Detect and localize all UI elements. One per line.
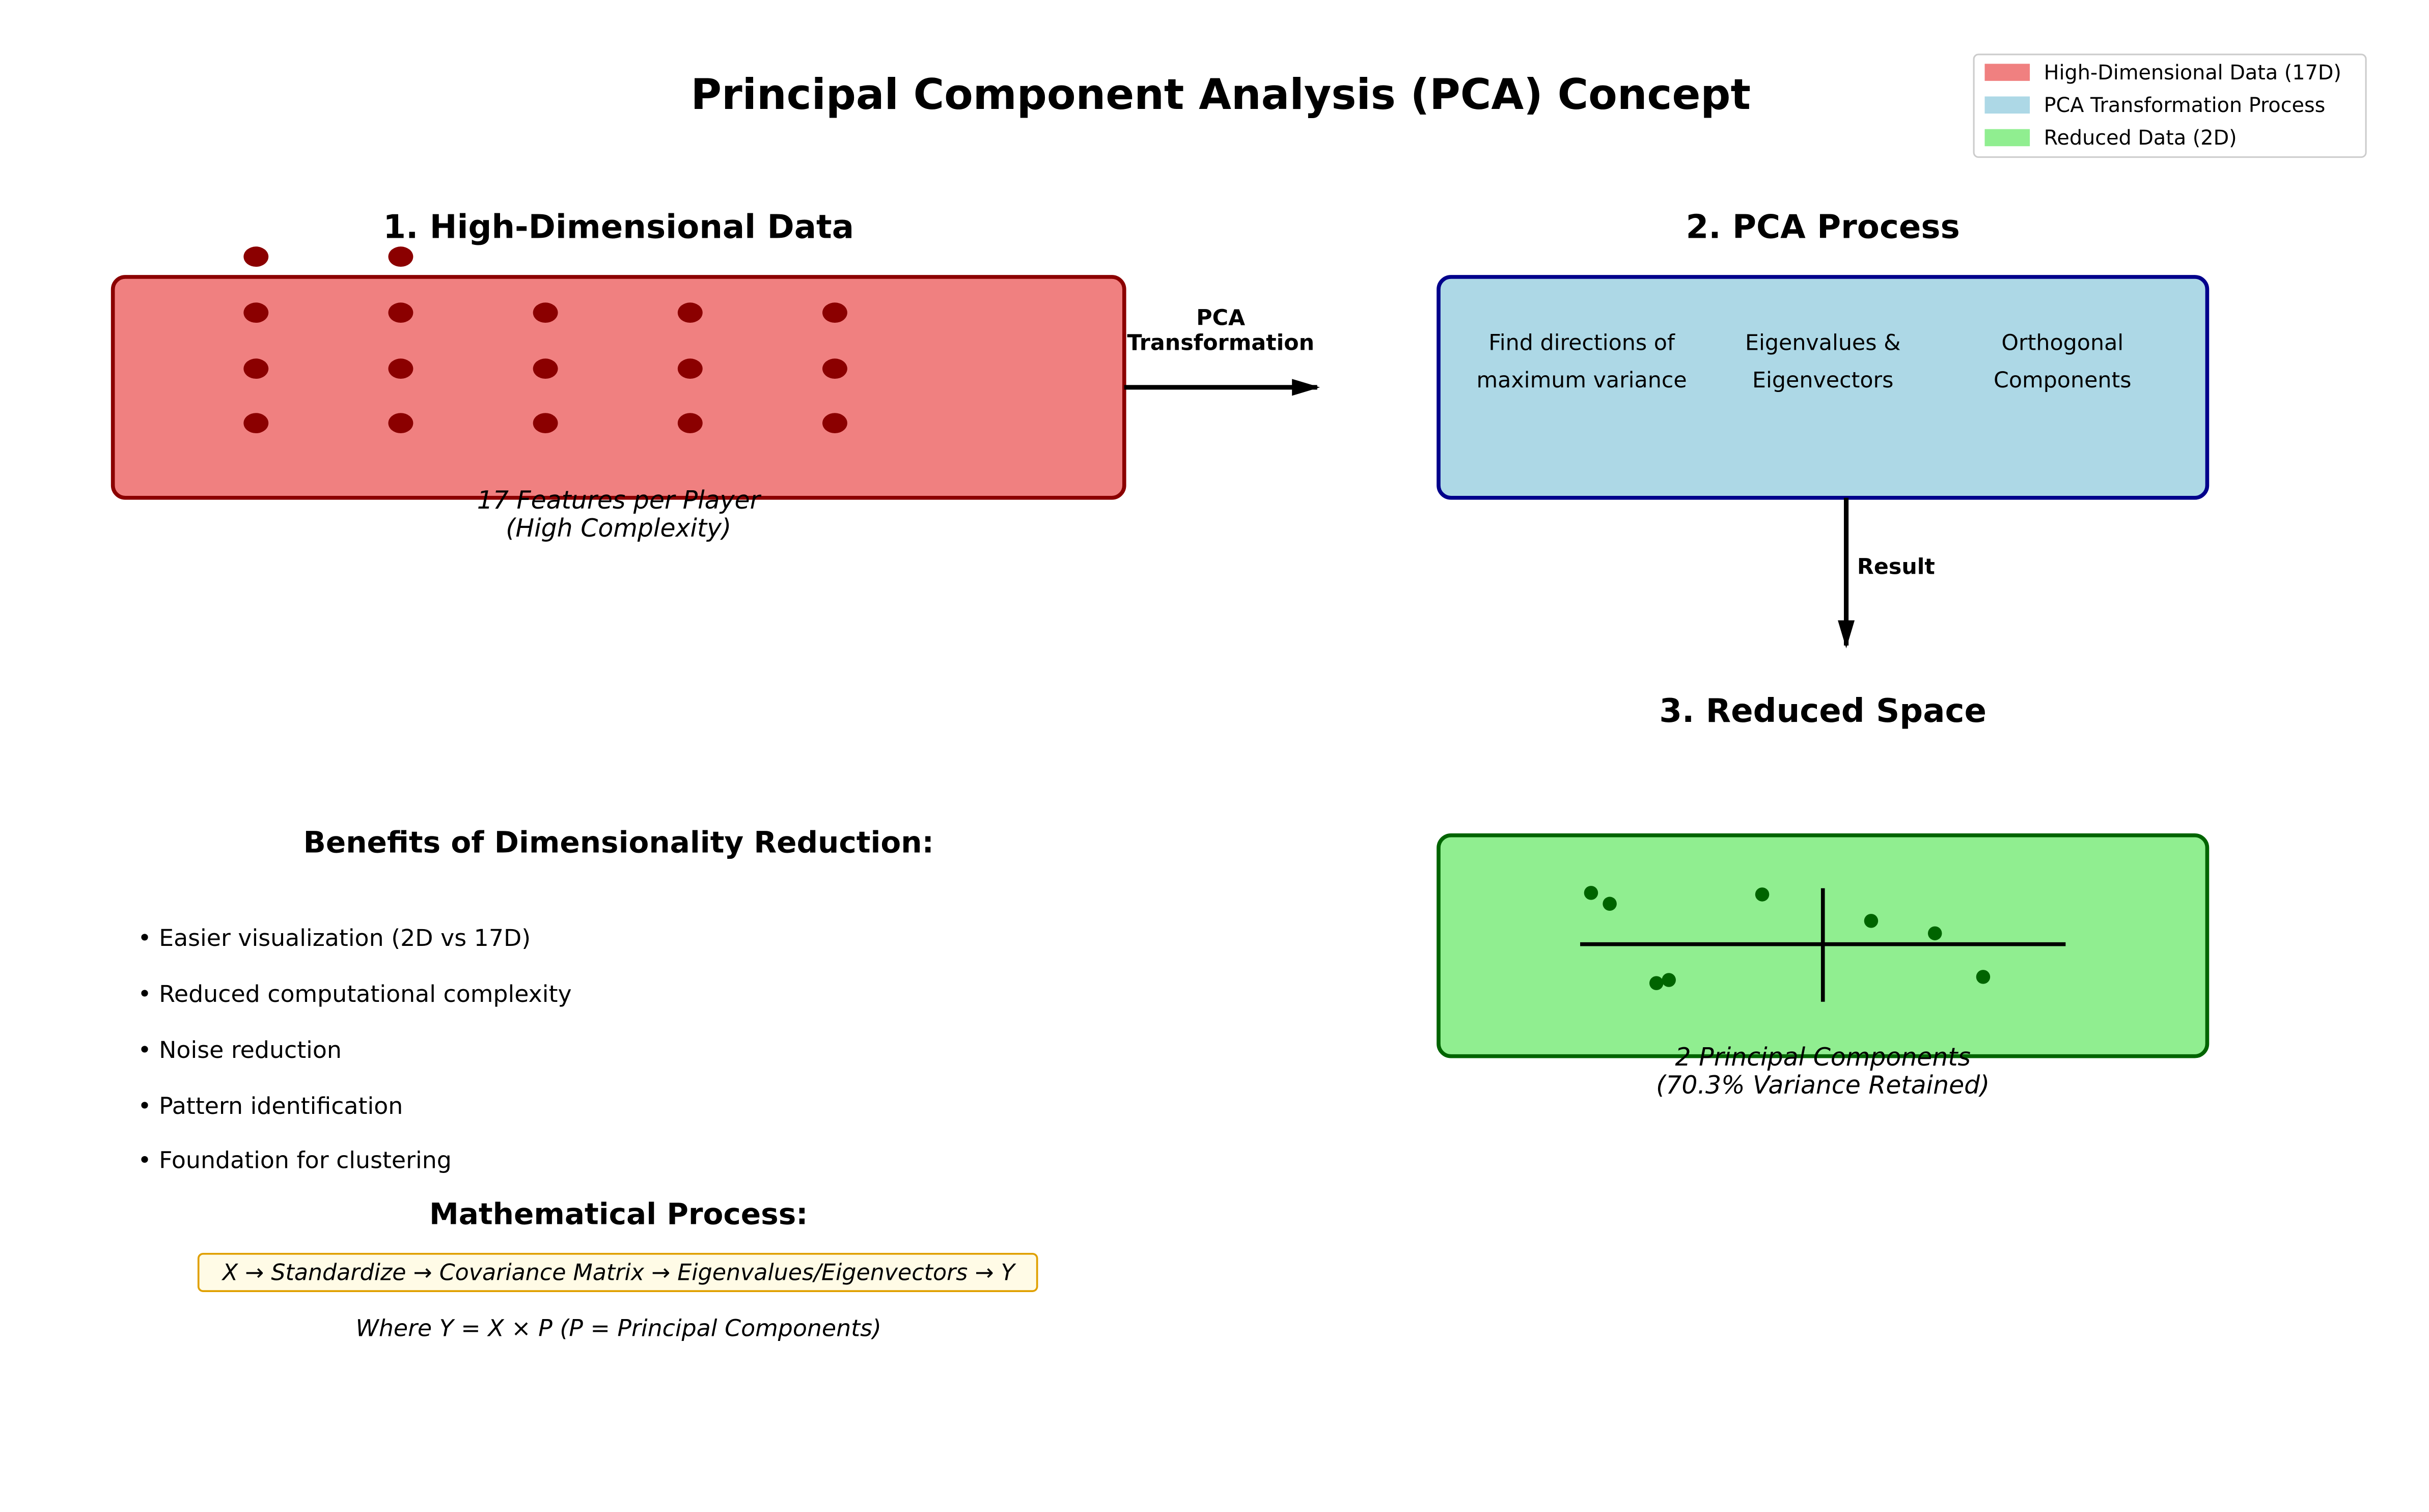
feature-dot xyxy=(678,358,703,379)
feature-dot xyxy=(822,302,847,323)
formula-note: Where Y = X × P (P = Principal Components) xyxy=(355,1314,881,1342)
benefit-item: • Pattern identification xyxy=(137,1091,403,1119)
projected-point xyxy=(1755,887,1770,902)
feature-dot xyxy=(243,413,268,433)
legend-label-pca-process: PCA Transformation Process xyxy=(2044,93,2326,117)
feature-dot xyxy=(389,413,413,433)
stage1-caption-line2: (High Complexity) xyxy=(506,514,732,543)
step-variance-line1: Find directions of xyxy=(1488,330,1675,356)
stage3-title: 3. Reduced Space xyxy=(1659,691,1987,730)
diagram-title: Principal Component Analysis (PCA) Concept xyxy=(691,70,1751,119)
feature-dot xyxy=(822,413,847,433)
feature-dot xyxy=(678,302,703,323)
step-orthogonal-line2: Components xyxy=(1993,367,2132,393)
legend-swatch-pca-process xyxy=(1985,96,2030,114)
feature-dot xyxy=(678,413,703,433)
feature-dot xyxy=(389,246,413,267)
stage3-caption-line1: 2 Principal Components xyxy=(1675,1043,1971,1072)
math-title: Mathematical Process: xyxy=(429,1196,808,1231)
stage3-caption-line2: (70.3% Variance Retained) xyxy=(1656,1071,1990,1100)
projected-point xyxy=(1976,970,1991,984)
projected-point xyxy=(1864,914,1879,928)
feature-dot xyxy=(533,413,558,433)
step-variance-line2: maximum variance xyxy=(1476,367,1687,393)
projected-point xyxy=(1584,886,1598,900)
projected-point xyxy=(1603,897,1617,911)
feature-dot xyxy=(243,246,268,267)
feature-dot xyxy=(389,358,413,379)
feature-dot xyxy=(533,358,558,379)
feature-dot xyxy=(533,302,558,323)
step-eigen-line1: Eigenvalues & xyxy=(1745,330,1901,356)
feature-dot xyxy=(822,358,847,379)
arrow2-label: Result xyxy=(1857,554,1935,580)
projected-point xyxy=(1928,927,1942,941)
legend-label-reduced: Reduced Data (2D) xyxy=(2044,126,2237,150)
stage2-title: 2. PCA Process xyxy=(1686,208,1960,246)
stage1-title: 1. High-Dimensional Data xyxy=(383,208,854,246)
arrow1-label-line1: PCA xyxy=(1196,305,1246,331)
formula-text: X → Standardize → Covariance Matrix → Eigenvalues/Eigenvectors → Y xyxy=(222,1259,1015,1286)
legend-swatch-high-dim xyxy=(1985,64,2030,81)
stage1-caption-line1: 17 Features per Player xyxy=(477,486,760,515)
feature-dot xyxy=(243,358,268,379)
feature-dot xyxy=(243,302,268,323)
benefit-item: • Foundation for clustering xyxy=(137,1146,452,1174)
feature-dot xyxy=(389,302,413,323)
benefit-item: • Easier visualization (2D vs 17D) xyxy=(137,923,531,951)
projected-point xyxy=(1662,973,1676,987)
arrow1-label-line2: Transformation xyxy=(1127,330,1315,356)
legend-swatch-reduced xyxy=(1985,129,2030,147)
benefit-item: • Noise reduction xyxy=(137,1035,342,1063)
legend-label-high-dim: High-Dimensional Data (17D) xyxy=(2044,61,2341,85)
step-eigen-line2: Eigenvectors xyxy=(1752,367,1894,393)
legend xyxy=(1974,54,2366,157)
benefit-item: • Reduced computational complexity xyxy=(137,979,572,1007)
projected-point xyxy=(1649,976,1664,990)
step-orthogonal-line1: Orthogonal xyxy=(2001,330,2124,356)
benefits-title: Benefits of Dimensionality Reduction: xyxy=(303,825,934,860)
